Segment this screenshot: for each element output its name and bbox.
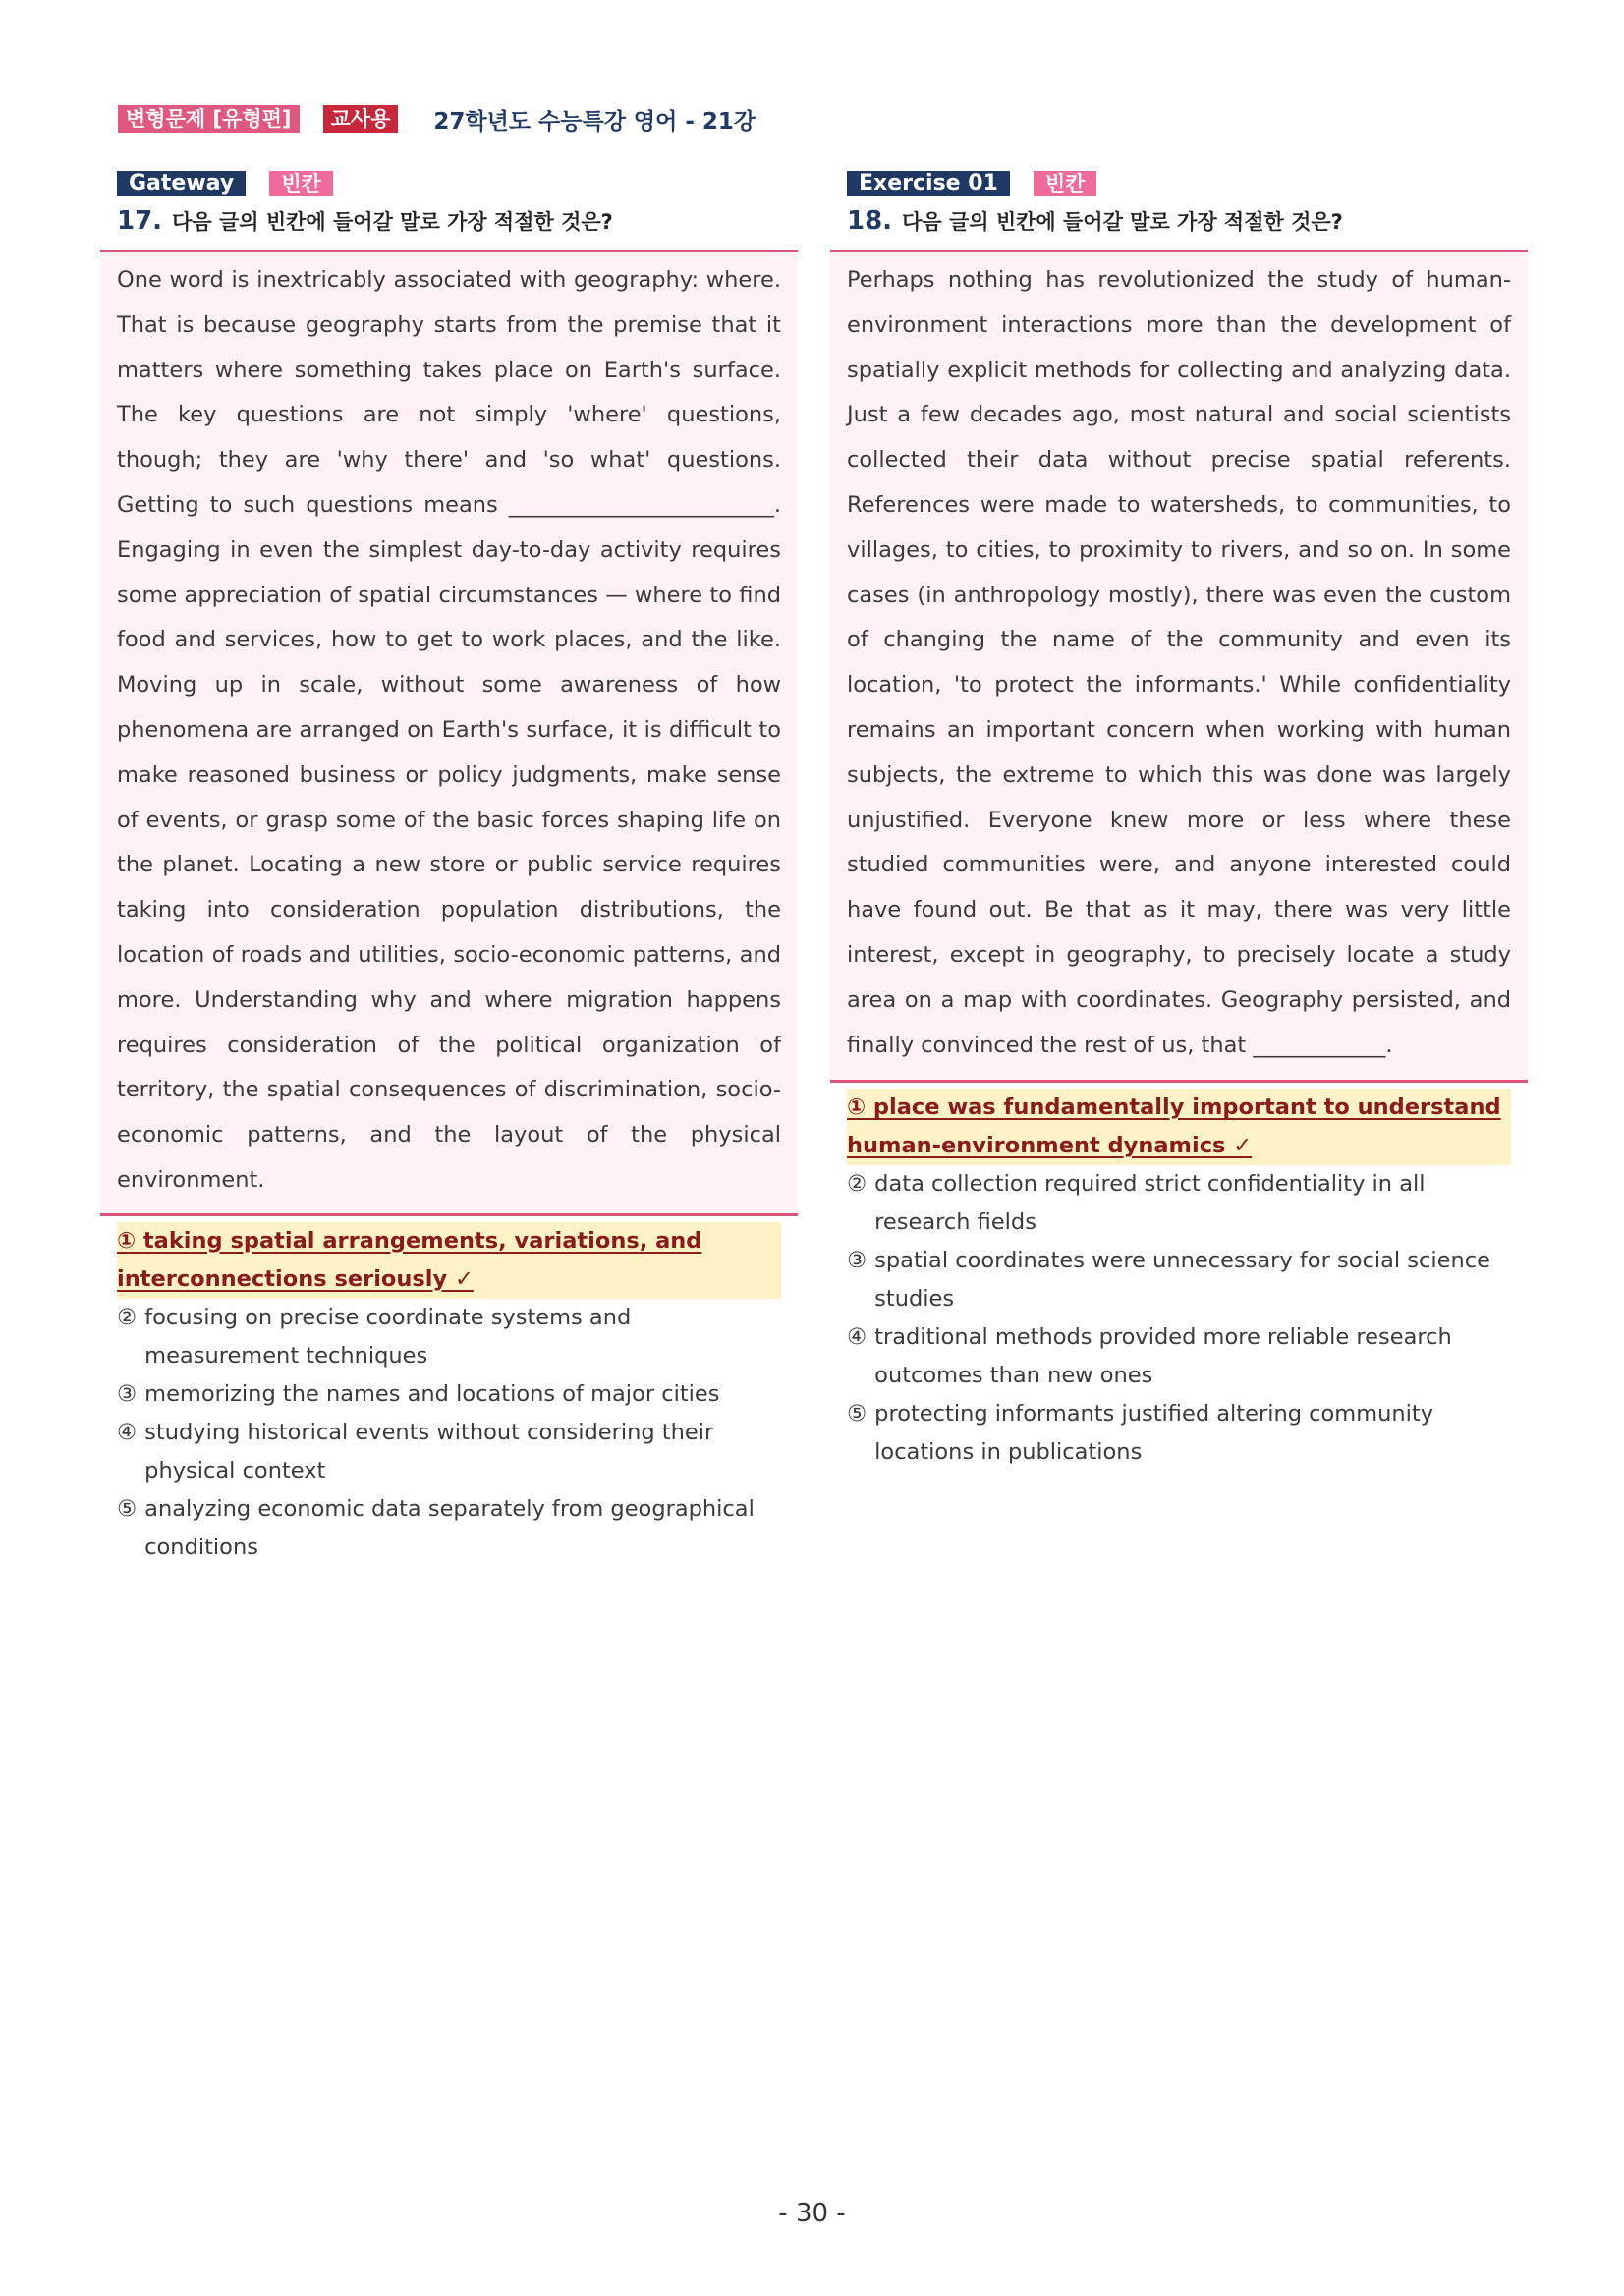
option-text: memorizing the names and locations of major cities <box>144 1380 720 1407</box>
question-prompt: 다음 글의 빈칸에 들어갈 말로 가장 적절한 것은? <box>172 210 613 234</box>
option-text: spatial coordinates were unnecessary for social science studies <box>874 1248 1490 1313</box>
option-text: data collection required strict confidentiality in all research fields <box>874 1171 1426 1236</box>
question-number: 18. <box>847 206 893 236</box>
question-prompt: 다음 글의 빈칸에 들어갈 말로 가장 적절한 것은? <box>902 210 1343 234</box>
question-heading <box>100 206 798 240</box>
question-number: 17. <box>117 206 163 236</box>
answer-option-3[interactable] <box>117 1375 781 1414</box>
option-number: ① <box>847 1094 867 1121</box>
page-title: 27학년도 수능특강 영어 - 21강 <box>433 108 756 135</box>
section-labels <box>100 171 798 196</box>
answer-options <box>100 1216 798 1567</box>
answer-options <box>830 1083 1528 1472</box>
option-text: place was fundamentally important to understand human-environment dynamics ✓ <box>847 1094 1501 1159</box>
page-header <box>118 104 756 134</box>
section-labels <box>830 171 1528 196</box>
question-heading <box>830 206 1528 240</box>
blank-type-label: 빈칸 <box>1034 171 1097 196</box>
option-text: focusing on precise coordinate systems and measurement techniques <box>144 1304 632 1369</box>
answer-option-4[interactable] <box>847 1318 1511 1395</box>
answer-option-5[interactable] <box>847 1395 1511 1472</box>
option-text: taking spatial arrangements, variations, and interconnections seriously ✓ <box>117 1227 702 1292</box>
option-text: traditional methods provided more reliable research outcomes than new ones <box>874 1324 1452 1389</box>
answer-option-3[interactable] <box>847 1242 1511 1318</box>
answer-option-5[interactable] <box>117 1490 781 1567</box>
option-text: protecting informants justified altering community locations in publications <box>874 1401 1434 1466</box>
option-number: ④ <box>847 1324 868 1351</box>
answer-option-1[interactable] <box>117 1222 781 1299</box>
question-18-column <box>830 171 1528 1472</box>
option-number: ④ <box>117 1419 138 1445</box>
gateway-label: Gateway <box>117 171 246 196</box>
page-number: - 30 - <box>778 2199 846 2228</box>
option-number: ③ <box>117 1380 138 1407</box>
option-number: ③ <box>847 1248 868 1274</box>
answer-option-1[interactable] <box>847 1089 1511 1165</box>
answer-option-2[interactable] <box>117 1299 781 1375</box>
answer-option-4[interactable] <box>117 1414 781 1490</box>
passage-text: One word is inextricably associated with geography: where. That is because geography starts from the premise that it matters where something takes place on Earth's surface. The key questions are not simply 'where' questions, though; they are 'why there' and 'so what' questions. Getting to such questions means ________________________. Engaging in even the simplest day-to-day activity requires some appreciation of spatial circumstances — where to find food and services, how to get to work places, and the like. Moving up in scale, without some awareness of how phenomena are arranged on Earth's surface, it is difficult to make reasoned business or policy judgments, make sense of events, or grasp some of the basic forces shaping life on the planet. Locating a new store or public service requires taking into consideration population distributions, the location of roads and utilities, socio-economic patterns, and more. Understanding why and where migration happens requires consideration of the political organization of territory, the spatial consequences of discrimination, socio-economic patterns, and the layout of the physical environment. <box>100 250 798 1216</box>
option-number: ② <box>117 1304 138 1330</box>
option-number: ⑤ <box>117 1495 138 1522</box>
option-number: ① <box>117 1227 137 1254</box>
problem-type-tag: 변형문제 [유형편] <box>118 105 300 133</box>
option-text: analyzing economic data separately from geographical conditions <box>144 1495 755 1560</box>
option-text: studying historical events without considering their physical context <box>144 1419 714 1484</box>
option-number: ⑤ <box>847 1401 868 1428</box>
blank-type-label: 빈칸 <box>269 171 333 196</box>
answer-option-2[interactable] <box>847 1165 1511 1242</box>
teacher-version-tag: 교사용 <box>323 105 399 133</box>
question-17-column <box>100 171 798 1567</box>
option-number: ② <box>847 1171 868 1198</box>
passage-text: Perhaps nothing has revolutionized the study of human-environment interactions more than the development of spatially explicit methods for collecting and analyzing data. Just a few decades ago, most natural and social scientists collected their data without precise spatial referents. References were made to watersheds, to communities, to villages, to cities, to proximity to rivers, and so on. In some cases (in anthropology mostly), there was even the custom of changing the name of the community and even its location, 'to protect the informants.' While confidentiality remains an important concern when working with human subjects, the extreme to which this was done was largely unjustified. Everyone knew more or less where these studied communities were, and anyone interested could have found out. Be that as it may, there was very little interest, except in geography, to precisely locate a study area on a map with coordinates. Geography persisted, and finally convinced the rest of us, that ____________. <box>830 250 1528 1083</box>
exercise-label: Exercise 01 <box>847 171 1010 196</box>
